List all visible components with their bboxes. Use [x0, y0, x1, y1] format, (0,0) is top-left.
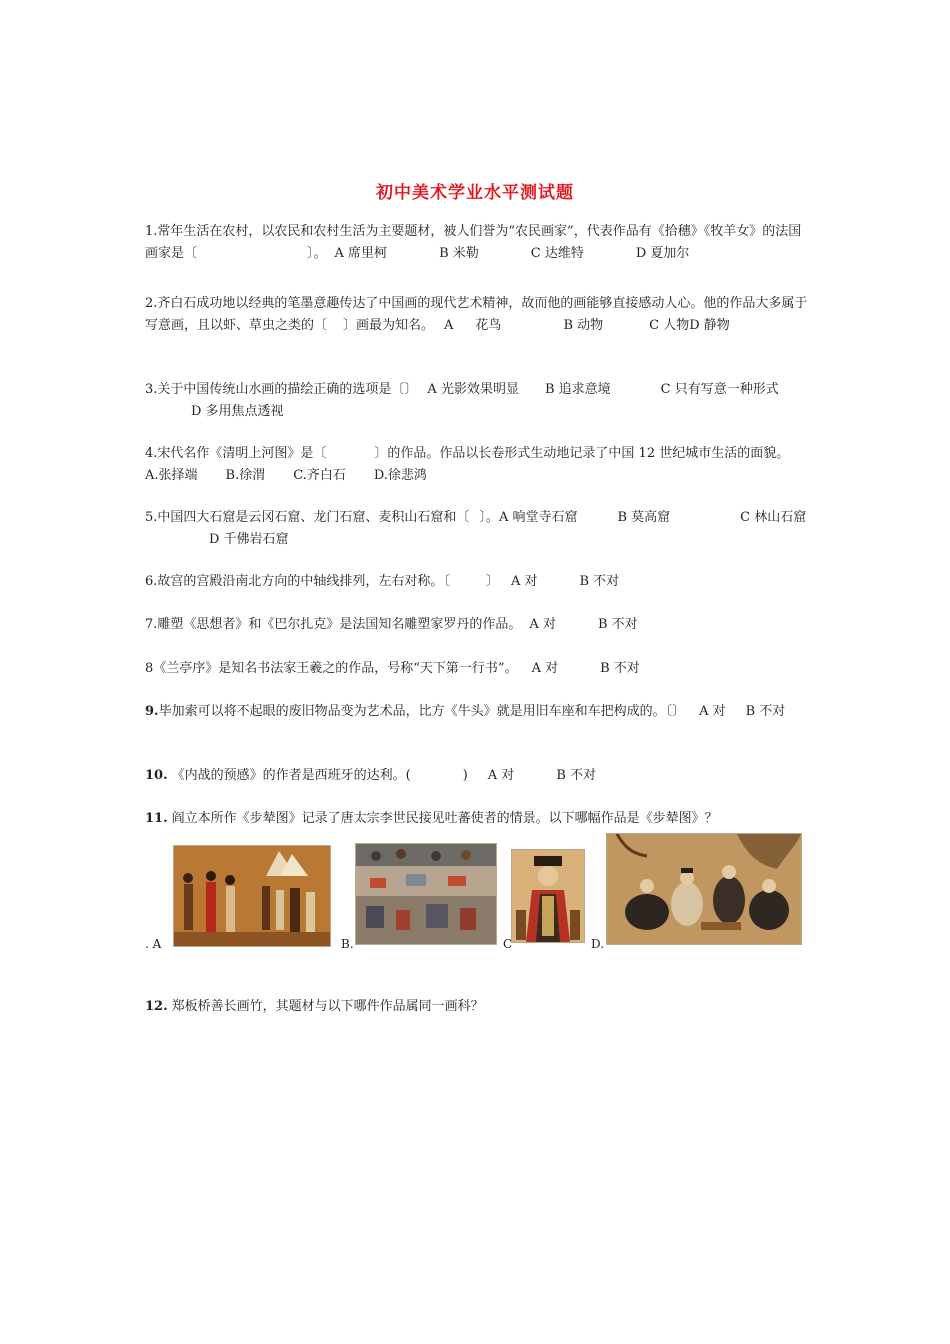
option-d: D 夏加尔	[635, 246, 690, 261]
option-c: C 只有写意一种形式	[660, 382, 779, 397]
image-option-a-label: . A	[145, 937, 162, 951]
question-text: 关于中国传统山水画的描绘正确的选项是〔〕	[157, 382, 418, 397]
question-1	[145, 221, 810, 265]
image-option-d-label: D.	[591, 937, 605, 951]
option-a: A 响堂寺石窟	[498, 510, 578, 525]
image-option-c-label: C	[503, 937, 513, 951]
option-d: D 千佛岩石窟	[209, 532, 289, 547]
question-number: 11.	[145, 811, 168, 826]
question-2	[145, 293, 810, 337]
option-b: B 不对	[600, 661, 640, 676]
q11-image-options	[145, 833, 810, 958]
question-text: 郑板桥善长画竹，其题材与以下哪件作品属同一画科？	[171, 999, 484, 1014]
option-a: A 对	[531, 661, 559, 676]
question-number: 10.	[145, 768, 168, 783]
question-text: 雕塑《思想者》和《巴尔扎克》是法国知名雕塑家罗丹的作品。	[157, 617, 522, 632]
question-9	[145, 701, 810, 723]
image-option-b-label: B.	[341, 937, 354, 951]
option-b: B 不对	[745, 704, 786, 719]
question-3	[145, 379, 810, 423]
option-c-d: C 人物D 静物	[649, 318, 730, 333]
question-text: 《兰亭序》是知名书法家王羲之的作品，号称“天下第一行书”。	[153, 661, 518, 676]
question-number: 6.	[145, 574, 158, 589]
question-text: 毕加索可以将不起眼的废旧物品变为艺术品，比方《牛头》就是用旧车座和车把构成的。〔〕	[158, 704, 686, 719]
question-number: 5.	[145, 510, 158, 525]
question-7	[145, 614, 810, 636]
question-number: 12.	[145, 999, 168, 1014]
option-b: B 米勒	[439, 246, 479, 261]
option-a: A 光影效果明显	[427, 382, 519, 397]
question-12	[145, 996, 810, 1018]
option-b: B 不对	[556, 768, 596, 783]
option-d: D 多用焦点透视	[191, 404, 284, 419]
question-number: 4.	[145, 446, 158, 461]
page-title: 初中美术学业水平测试题	[376, 183, 574, 203]
question-text: 故宫的宫殿沿南北方向的中轴线排列，左右对称。〔	[157, 574, 450, 589]
answer-blank: 〕。	[479, 510, 499, 525]
question-6	[145, 571, 810, 593]
painting-mural-procession-icon	[355, 843, 497, 945]
option-b: B.徐渭	[225, 468, 266, 483]
painting-bunian-tu-icon	[173, 845, 331, 947]
question-text: 中国四大石窟是云冈石窟、龙门石窟、麦积山石窟和〔	[157, 510, 470, 525]
question-number: 8	[145, 661, 154, 676]
option-a: A 对	[510, 574, 538, 589]
question-number: 3.	[145, 382, 158, 397]
option-a: A	[444, 318, 454, 333]
option-b: B 不对	[597, 617, 638, 632]
question-10	[145, 765, 810, 787]
option-b: B 莫高窟	[617, 510, 671, 525]
painting-scholars-gathering-icon	[606, 833, 802, 945]
painting-emperor-portrait-icon	[511, 849, 585, 943]
answer-blank: )	[462, 768, 468, 783]
option-a: A 对	[487, 768, 515, 783]
question-5	[145, 507, 810, 551]
option-a-text: 花鸟	[475, 318, 502, 333]
answer-blank: 〕的作品。作品以长卷形式生动地记录了中国 12 世纪城市生活的面貌。	[374, 446, 790, 461]
option-c: C 林山石窟	[740, 510, 807, 525]
option-c: C.齐白石	[293, 468, 346, 483]
question-number: 7.	[145, 617, 158, 632]
question-number: 1.	[145, 224, 158, 239]
answer-blank: 〕。	[307, 246, 327, 261]
question-number: 9.	[145, 704, 159, 719]
option-a: A.张择端	[145, 468, 198, 483]
question-text: 宋代名作《清明上河图》是〔	[157, 446, 327, 461]
answer-blank: 〕	[485, 574, 499, 589]
question-text: 齐白石成功地以经典的笔墨意趣传达了中国画的现代艺术精神，故而他的画能够直接感动人心。他的作品大多属于写意画，且以虾、草虫之类的〔	[145, 296, 808, 333]
answer-blank: 〕画最为知名。	[343, 318, 435, 333]
option-c: C 达维特	[530, 246, 584, 261]
option-a: A 席里柯	[334, 246, 388, 261]
question-text: 阎立本所作《步辇图》记录了唐太宗李世民接见吐蕃使者的情景。以下哪幅作品是《步辇图》？	[171, 811, 718, 826]
option-a: A 对	[529, 617, 556, 632]
question-4	[145, 443, 810, 487]
question-text: 常年生活在农村，以农民和农村生活为主要题材，被人们誉为“农民画家”，代表作品有《拾穗》《牧羊女》的法国画家是〔	[145, 224, 802, 261]
option-b: B 不对	[579, 574, 620, 589]
question-number: 2.	[145, 296, 158, 311]
option-b: B 动物	[563, 318, 604, 333]
option-d: D.徐悲鸿	[373, 468, 427, 483]
option-a: A 对	[699, 704, 726, 719]
question-8	[145, 658, 810, 680]
question-text: 《内战的预感》的作者是西班牙的达利。(	[171, 768, 411, 783]
question-11	[145, 808, 810, 830]
option-b: B 追求意境	[544, 382, 611, 397]
